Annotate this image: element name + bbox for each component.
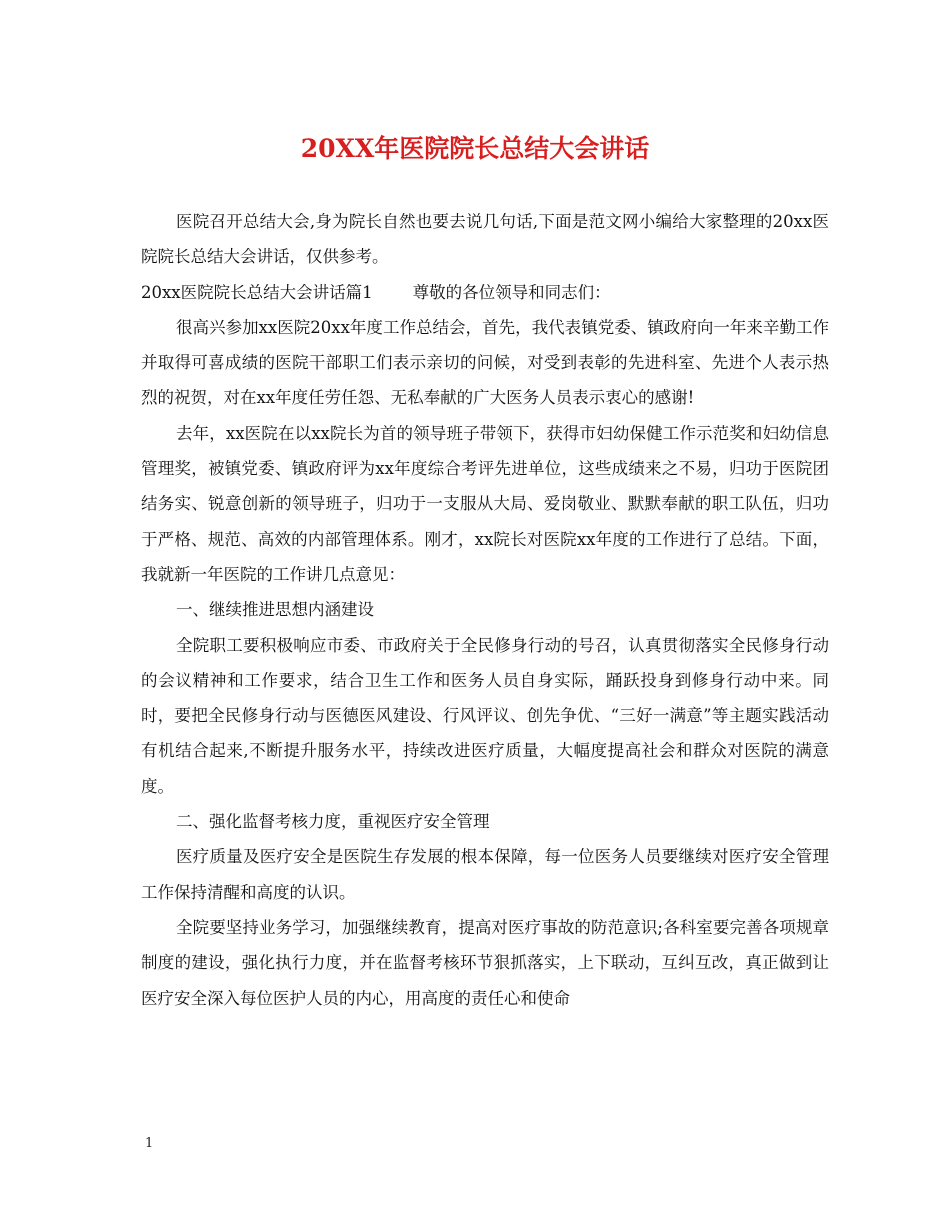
document-title: 20XX年医院院长总结大会讲话 [300, 134, 650, 163]
section-heading: 20xx医院院长总结大会讲话篇1 [141, 282, 373, 302]
spacer [373, 275, 413, 310]
paragraph: 去年，xx医院在以xx院长为首的领导班子带领下，获得市妇幼保健工作示范奖和妇幼信息管理奖，被镇党委、镇政府评为xx年度综合考评先进单位，这些成绩来之不易，归功于医院团结务实、锐意创新的领导班子，归功于一支服从大局、爱岗敬业、默默奉献的职工队伍，归功于严格、规范、高效的内部管理体系。刚才，xx院长对医院xx年度的工作进行了总结。下面，我就新一年医院的工作讲几点意见： [141, 423, 829, 584]
page-number: 1 [145, 1136, 154, 1151]
section-heading-line [141, 275, 829, 310]
section-heading-2: 二、强化监督考核力度，重视医疗安全管理 [176, 812, 490, 832]
document-body [141, 204, 829, 1016]
paragraph: 很高兴参加xx医院20xx年度工作总结会，首先，我代表镇党委、镇政府向一年来辛勤工作并取得可喜成绩的医院干部职工们表示亲切的问候，对受到表彰的先进科室、先进个人表示热烈的祝贺，对在xx年度任劳任怨、无私奉献的广大医务人员表示衷心的感谢! [141, 317, 829, 408]
paragraph: 医疗质量及医疗安全是医院生存发展的根本保障，每一位医务人员要继续对医疗安全管理工作保持清醒和高度的认识。 [141, 847, 829, 902]
paragraph: 全院要坚持业务学习，加强继续教育，提高对医疗事故的防范意识;各科室要完善各项规章制度的建设，强化执行力度，并在监督考核环节狠抓落实，上下联动，互纠互改，真正做到让医疗安全深入每位医护人员的内心，用高度的责任心和使命 [141, 917, 829, 1008]
intro-paragraph: 医院召开总结大会,身为院长自然也要去说几句话,下面是范文网小编给大家整理的20xx医院院长总结大会讲话，仅供参考。 [141, 212, 829, 267]
paragraph: 全院职工要积极响应市委、市政府关于全民修身行动的号召，认真贯彻落实全民修身行动的会议精神和工作要求，结合卫生工作和医务人员自身实际，踊跃投身到修身行动中来。同时，要把全民修身行动与医德医风建设、行风评议、创先争优、“三好一满意”等主题实践活动有机结合起来,不断提升服务水平，持续改进医疗质量，大幅度提高社会和群众对医院的满意度。 [141, 635, 829, 796]
section-heading-1: 一、继续推进思想内涵建设 [176, 600, 374, 620]
salutation: 尊敬的各位领导和同志们： [412, 282, 611, 302]
